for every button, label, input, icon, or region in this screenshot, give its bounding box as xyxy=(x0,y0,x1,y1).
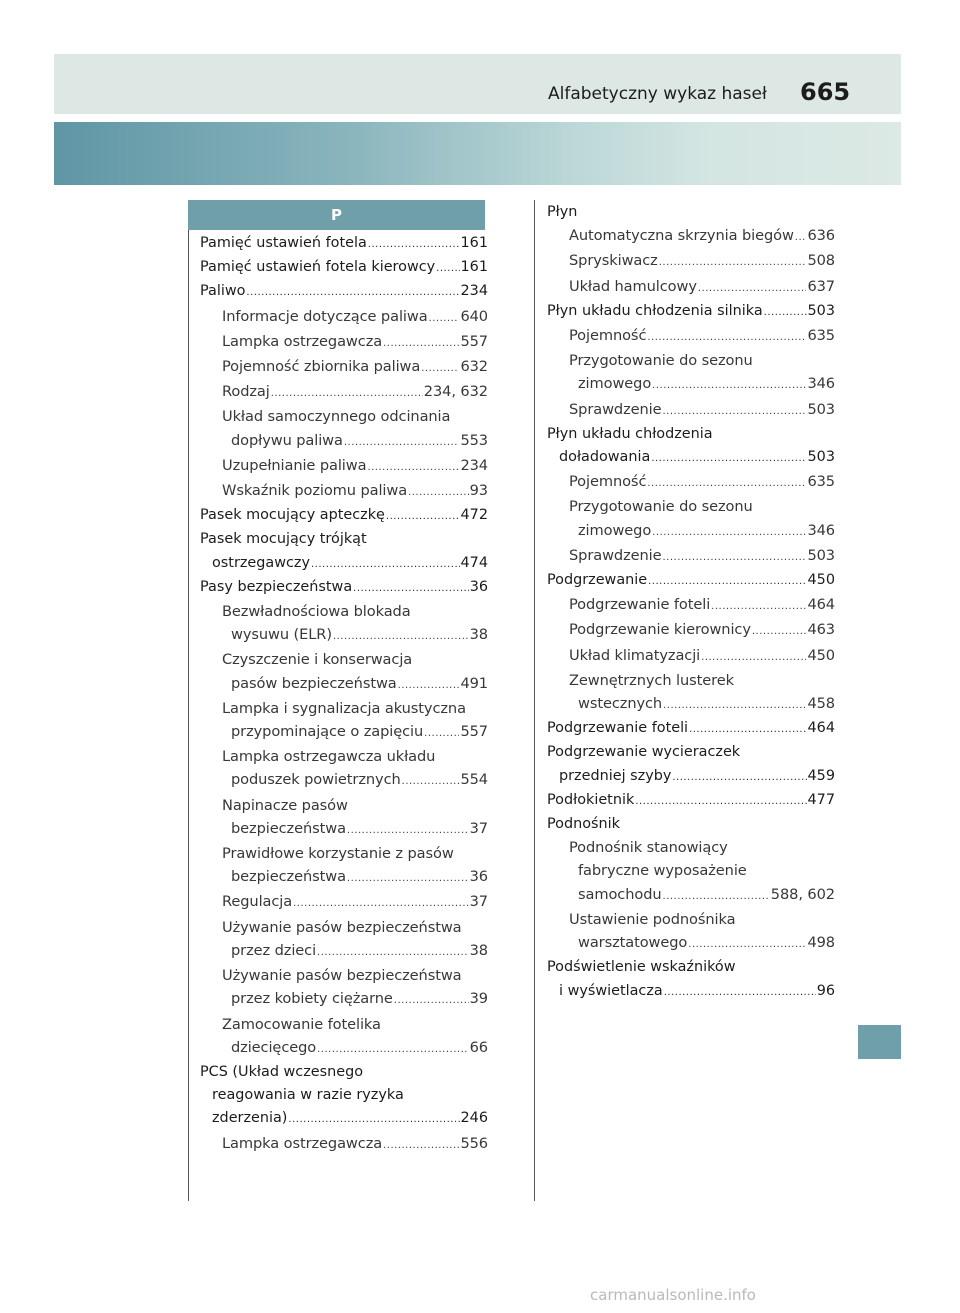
entry-term: Sprawdzenie xyxy=(569,546,662,564)
entry-page-ref: 640 xyxy=(460,307,488,325)
entry-term: Regulacja xyxy=(222,893,293,911)
entry-page-ref: 37 xyxy=(469,819,488,837)
entry-page-ref: 503 xyxy=(807,400,835,418)
entry-term: PCS (Układ wczesnego xyxy=(200,1063,364,1080)
entry-term: Przygotowanie do sezonu xyxy=(569,498,753,516)
index-entry xyxy=(200,528,488,551)
index-entry xyxy=(547,717,835,741)
entry-term: Płyn układu chłodzenia xyxy=(547,425,713,442)
entry-term: Płyn układu chłodzenia silnika xyxy=(547,302,763,319)
index-entry xyxy=(200,623,488,648)
dot-leader xyxy=(271,382,423,405)
entry-page-ref: 477 xyxy=(807,791,835,808)
index-column-left xyxy=(200,232,488,1157)
dot-leader xyxy=(689,718,806,741)
entry-page-ref: 161 xyxy=(460,259,488,276)
index-letter-heading: P xyxy=(188,200,485,230)
entry-term: Pojemność xyxy=(569,327,647,345)
entry-term: Płyn xyxy=(547,204,578,220)
index-entry xyxy=(547,300,835,324)
index-entry xyxy=(547,813,835,836)
entry-term: Uzupełnianie paliwa xyxy=(222,456,367,474)
entry-page-ref: 246 xyxy=(460,1110,488,1127)
index-entry xyxy=(547,859,835,882)
dot-leader xyxy=(347,819,469,842)
index-entry xyxy=(200,890,488,915)
index-entry xyxy=(547,372,835,397)
entry-term: i wyświetlacza xyxy=(559,982,663,999)
entry-term: Informacje dotyczące paliwa xyxy=(222,307,428,325)
entry-page-ref: 96 xyxy=(816,982,835,999)
dot-leader xyxy=(664,981,816,1004)
dot-leader xyxy=(701,646,806,669)
index-entry xyxy=(200,232,488,256)
section-tab-marker xyxy=(858,1025,901,1059)
dot-leader xyxy=(647,472,806,495)
entry-page-ref: 472 xyxy=(460,507,488,524)
entry-term: Podnośnik xyxy=(547,816,620,833)
entry-page-ref: 554 xyxy=(460,771,488,789)
entry-term: Pasy bezpieczeństwa xyxy=(200,578,353,595)
entry-term: Pamięć ustawień fotela xyxy=(200,235,367,251)
page-number: 665 xyxy=(800,78,851,106)
index-entry xyxy=(547,544,835,569)
dot-leader xyxy=(663,400,807,423)
dot-leader xyxy=(648,570,806,593)
entry-term: Podgrzewanie wycieraczek xyxy=(547,744,741,761)
index-entry xyxy=(200,1036,488,1061)
dot-leader xyxy=(367,456,459,479)
entry-term: Czyszczenie i konserwacja xyxy=(222,651,413,669)
index-entry xyxy=(547,275,835,300)
entry-page-ref: 464 xyxy=(807,720,835,737)
index-entry xyxy=(200,817,488,842)
dot-leader xyxy=(383,332,459,355)
entry-page-ref: 234 xyxy=(460,283,488,300)
dot-leader xyxy=(344,431,460,454)
dot-leader xyxy=(347,867,469,890)
index-entry xyxy=(200,1061,488,1084)
entry-page-ref: 234, 632 xyxy=(423,383,488,401)
dot-leader xyxy=(311,553,460,576)
dot-leader xyxy=(424,722,459,745)
dot-leader xyxy=(293,892,469,915)
index-entry xyxy=(200,504,488,528)
dot-leader xyxy=(752,620,807,643)
dot-leader xyxy=(436,257,459,280)
index-entry xyxy=(200,916,488,939)
entry-page-ref: 498 xyxy=(807,934,835,952)
entry-term: samochodu xyxy=(578,885,662,903)
index-entry xyxy=(200,939,488,964)
index-entry xyxy=(200,305,488,330)
entry-term: Lampka ostrzegawcza układu xyxy=(222,748,436,766)
entry-term: bezpieczeństwa xyxy=(231,819,346,837)
entry-page-ref: 458 xyxy=(807,695,835,713)
entry-term: Lampka ostrzegawcza xyxy=(222,1134,383,1152)
index-entry xyxy=(200,648,488,671)
index-entry xyxy=(200,355,488,380)
index-entry xyxy=(200,768,488,793)
dot-leader xyxy=(647,326,806,349)
entry-page-ref: 459 xyxy=(807,767,835,784)
index-entry xyxy=(547,324,835,349)
entry-term: warsztatowego xyxy=(578,934,688,952)
dot-leader xyxy=(652,374,806,397)
entry-term: Pojemność zbiornika paliwa xyxy=(222,358,421,376)
entry-page-ref: 39 xyxy=(469,990,488,1008)
index-entry xyxy=(547,470,835,495)
index-entry xyxy=(200,964,488,987)
entry-page-ref: 474 xyxy=(460,554,488,571)
entry-term: zderzenia) xyxy=(212,1110,288,1127)
dot-leader xyxy=(383,1134,459,1157)
entry-page-ref: 588, 602 xyxy=(770,885,835,903)
index-entry xyxy=(200,1107,488,1131)
index-entry xyxy=(547,789,835,813)
index-entry xyxy=(200,405,488,428)
index-entry xyxy=(547,836,835,859)
index-entry xyxy=(200,280,488,304)
entry-term: Podnośnik stanowiący xyxy=(569,839,728,857)
index-entry xyxy=(200,672,488,697)
entry-term: ostrzegawczy xyxy=(212,554,310,571)
entry-term: Przygotowanie do sezonu xyxy=(569,352,753,370)
dot-leader xyxy=(317,1038,469,1061)
entry-term: Rodzaj xyxy=(222,383,270,401)
index-entry xyxy=(547,765,835,789)
entry-page-ref: 503 xyxy=(807,302,835,319)
index-entry xyxy=(200,987,488,1012)
entry-term: Pasek mocujący apteczkę xyxy=(200,507,385,524)
index-entry xyxy=(200,600,488,623)
entry-page-ref: 234 xyxy=(460,456,488,474)
dot-leader xyxy=(394,989,469,1012)
entry-term: Napinacze pasów xyxy=(222,796,348,814)
index-entry xyxy=(547,398,835,423)
entry-page-ref: 635 xyxy=(807,473,835,491)
entry-page-ref: 450 xyxy=(807,646,835,664)
entry-term: Pasek mocujący trójkąt xyxy=(200,531,367,548)
index-entry xyxy=(200,1084,488,1107)
index-entry xyxy=(200,842,488,865)
index-entry xyxy=(547,931,835,956)
dot-leader xyxy=(795,226,807,249)
entry-term: Pamięć ustawień fotela kierowcy xyxy=(200,259,436,276)
dot-leader xyxy=(353,577,469,600)
dot-leader xyxy=(652,521,806,544)
entry-term: Podgrzewanie foteli xyxy=(547,720,689,737)
entry-term: Bezwładnościowa blokada xyxy=(222,603,411,621)
index-entry xyxy=(200,720,488,745)
dot-leader xyxy=(659,251,807,274)
index-entry xyxy=(200,865,488,890)
entry-page-ref: 632 xyxy=(460,358,488,376)
entry-page-ref: 508 xyxy=(807,252,835,270)
entry-page-ref: 36 xyxy=(469,868,488,886)
entry-term: Podświetlenie wskaźników xyxy=(547,959,736,976)
dot-leader xyxy=(672,766,806,789)
entry-term: Spryskiwacz xyxy=(569,252,658,270)
dot-leader xyxy=(421,357,459,380)
entry-term: Prawidłowe korzystanie z pasów xyxy=(222,845,454,863)
index-entry xyxy=(200,429,488,454)
index-entry xyxy=(547,980,835,1004)
index-entry xyxy=(547,908,835,931)
entry-term: Używanie pasów bezpieczeństwa xyxy=(222,967,462,985)
index-entry xyxy=(200,1132,488,1157)
index-entry xyxy=(547,692,835,717)
entry-page-ref: 37 xyxy=(469,893,488,911)
entry-term: Ustawienie podnośnika xyxy=(569,910,736,928)
column-divider-middle xyxy=(534,200,535,1201)
index-entry xyxy=(200,552,488,576)
entry-term: doładowania xyxy=(559,449,651,466)
entry-term: Lampka ostrzegawcza xyxy=(222,332,383,350)
entry-page-ref: 503 xyxy=(807,449,835,466)
index-entry xyxy=(547,569,835,593)
dot-leader xyxy=(764,301,807,324)
entry-term: Lampka i sygnalizacja akustyczna xyxy=(222,699,466,717)
index-entry xyxy=(200,330,488,355)
dot-leader xyxy=(711,595,806,618)
index-entry xyxy=(547,224,835,249)
entry-term: przypominające o zapięciu xyxy=(231,723,424,741)
entry-term: reagowania w razie ryzyka xyxy=(212,1087,404,1104)
dot-leader xyxy=(402,770,460,793)
entry-page-ref: 491 xyxy=(460,674,488,692)
entry-term: Podłokietnik xyxy=(547,791,635,808)
dot-leader xyxy=(368,233,460,256)
entry-term: przez dzieci xyxy=(231,941,317,959)
entry-term: pasów bezpieczeństwa xyxy=(231,674,397,692)
index-entry xyxy=(547,593,835,618)
watermark: carmanualsonline.info xyxy=(590,1286,756,1304)
entry-term: wstecznych xyxy=(578,695,663,713)
index-entry xyxy=(200,479,488,504)
entry-term: Pojemność xyxy=(569,473,647,491)
entry-page-ref: 556 xyxy=(460,1134,488,1152)
dot-leader xyxy=(663,885,770,908)
dot-leader xyxy=(698,277,807,300)
entry-page-ref: 503 xyxy=(807,546,835,564)
entry-page-ref: 637 xyxy=(807,277,835,295)
entry-page-ref: 463 xyxy=(807,621,835,639)
entry-term: fabryczne wyposażenie xyxy=(578,862,747,880)
dot-leader xyxy=(288,1108,459,1131)
index-entry xyxy=(547,349,835,372)
entry-term: zimowego xyxy=(578,521,652,539)
index-entry xyxy=(547,201,835,224)
entry-page-ref: 346 xyxy=(807,521,835,539)
entry-page-ref: 557 xyxy=(460,332,488,350)
dot-leader xyxy=(688,933,806,956)
dot-leader xyxy=(663,546,807,569)
index-entry xyxy=(547,741,835,764)
entry-page-ref: 346 xyxy=(807,375,835,393)
entry-term: poduszek powietrznych xyxy=(231,771,401,789)
entry-page-ref: 636 xyxy=(807,227,835,245)
dot-leader xyxy=(408,481,469,504)
index-column-right xyxy=(547,201,835,1004)
dot-leader xyxy=(651,447,806,470)
entry-page-ref: 557 xyxy=(460,723,488,741)
index-entry xyxy=(547,519,835,544)
index-entry xyxy=(547,423,835,446)
entry-term: Sprawdzenie xyxy=(569,400,662,418)
entry-page-ref: 93 xyxy=(469,482,488,500)
entry-term: Używanie pasów bezpieczeństwa xyxy=(222,918,462,936)
entry-page-ref: 464 xyxy=(807,596,835,614)
index-entry xyxy=(547,669,835,692)
index-entry xyxy=(200,576,488,600)
section-title: Alfabetyczny wykaz haseł xyxy=(548,84,767,104)
entry-term: Podgrzewanie kierownicy xyxy=(569,621,751,639)
entry-term: Wskaźnik poziomu paliwa xyxy=(222,482,408,500)
dot-leader xyxy=(663,694,806,717)
entry-page-ref: 66 xyxy=(469,1038,488,1056)
entry-term: Układ klimatyzacji xyxy=(569,646,701,664)
dot-leader xyxy=(386,505,460,528)
entry-term: przez kobiety ciężarne xyxy=(231,990,393,1008)
entry-term: Podgrzewanie xyxy=(547,572,648,589)
entry-term: Zamocowanie fotelika xyxy=(222,1015,381,1033)
entry-term: zimowego xyxy=(578,375,652,393)
entry-page-ref: 450 xyxy=(807,572,835,589)
entry-term: Automatyczna skrzynia biegów xyxy=(569,227,794,245)
dot-leader xyxy=(398,674,460,697)
entry-page-ref: 161 xyxy=(460,235,488,251)
entry-term: Podgrzewanie foteli xyxy=(569,596,711,614)
index-entry xyxy=(200,380,488,405)
entry-page-ref: 635 xyxy=(807,327,835,345)
index-entry xyxy=(547,249,835,274)
entry-page-ref: 38 xyxy=(469,626,488,644)
index-entry xyxy=(200,745,488,768)
index-entry xyxy=(200,454,488,479)
header-band xyxy=(54,54,901,114)
entry-term: Układ samoczynnego odcinania xyxy=(222,408,451,426)
index-entry xyxy=(547,495,835,518)
column-divider-left xyxy=(188,230,189,1201)
index-entry xyxy=(200,794,488,817)
entry-term: bezpieczeństwa xyxy=(231,868,346,886)
dot-leader xyxy=(317,941,469,964)
entry-page-ref: 553 xyxy=(460,431,488,449)
index-entry xyxy=(200,1013,488,1036)
dot-leader xyxy=(635,790,806,813)
dot-leader xyxy=(246,281,459,304)
entry-page-ref: 38 xyxy=(469,941,488,959)
entry-term: dziecięcego xyxy=(231,1038,317,1056)
entry-term: dopływu paliwa xyxy=(231,431,343,449)
index-entry xyxy=(547,618,835,643)
index-entry xyxy=(200,256,488,280)
dot-leader xyxy=(429,307,460,330)
entry-term: przedniej szyby xyxy=(559,767,672,784)
entry-term: wysuwu (ELR) xyxy=(231,626,332,644)
decorative-gradient-band xyxy=(54,122,901,185)
index-entry xyxy=(547,883,835,908)
entry-term: Układ hamulcowy xyxy=(569,277,697,295)
index-entry xyxy=(547,446,835,470)
index-entry xyxy=(200,697,488,720)
index-entry xyxy=(547,956,835,979)
entry-page-ref: 36 xyxy=(469,578,488,595)
entry-term: Paliwo xyxy=(200,283,246,300)
index-entry xyxy=(547,644,835,669)
dot-leader xyxy=(333,625,469,648)
entry-term: Zewnętrznych lusterek xyxy=(569,671,734,689)
